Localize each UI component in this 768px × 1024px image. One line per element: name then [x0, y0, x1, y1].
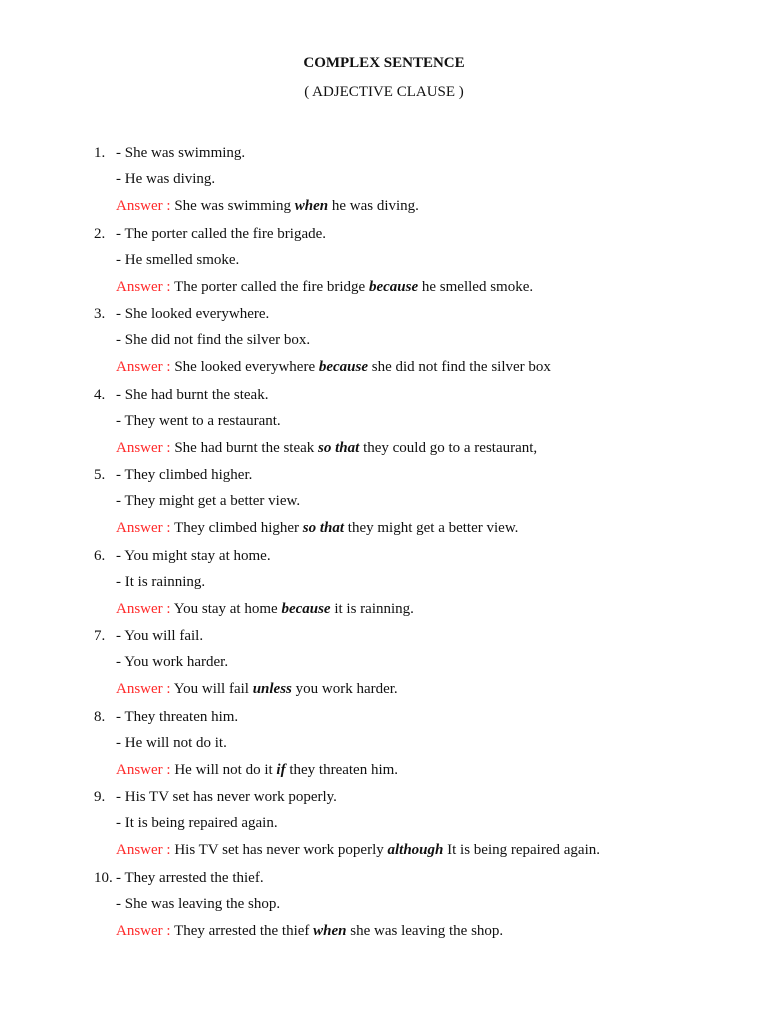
- answer-line: [116, 679, 398, 699]
- answer-label: Answer :: [116, 681, 171, 697]
- item-number: 6.: [94, 547, 106, 564]
- sentence-2: - It is rainning.: [116, 573, 206, 590]
- document-title: COMPLEX SENTENCE: [303, 55, 465, 71]
- answer-conjunction: because: [318, 359, 369, 375]
- answer-clause-sub: you work harder.: [295, 681, 398, 697]
- item-number: 2.: [94, 225, 106, 242]
- exercise-item: [0, 546, 768, 627]
- sentence-1: - They threaten him.: [116, 708, 239, 725]
- item-number: 3.: [94, 306, 106, 322]
- answer-clause-main: His TV set has never work poperly: [174, 842, 384, 858]
- item-number: 4.: [94, 386, 106, 403]
- answer-line: [116, 277, 533, 297]
- sentence-1: - She was swimming.: [116, 145, 246, 161]
- answer-clause-sub: he smelled smoke.: [421, 278, 534, 295]
- answer-label: Answer :: [116, 359, 171, 375]
- sentence-1: - The porter called the fire brigade.: [116, 225, 327, 242]
- answer-conjunction: although: [387, 842, 444, 858]
- exercise-item: [0, 304, 768, 385]
- exercise-item: [0, 224, 768, 305]
- answer-conjunction: so that: [302, 520, 345, 536]
- sentence-2: - She was leaving the shop.: [116, 895, 281, 912]
- item-number: 9.: [94, 789, 106, 805]
- sentence-2: - They might get a better view.: [116, 493, 301, 509]
- exercise-item: [0, 707, 768, 788]
- answer-label: Answer :: [116, 600, 171, 617]
- exercise-item: [0, 465, 768, 546]
- item-number: 8.: [94, 708, 106, 725]
- answer-conjunction: unless: [252, 681, 292, 697]
- answer-line: [116, 196, 419, 216]
- sentence-2: - You work harder.: [116, 654, 229, 670]
- document-subtitle: ( ADJECTIVE CLAUSE ): [304, 84, 464, 100]
- sentence-1: - They arrested the thief.: [116, 869, 264, 886]
- exercise-item: [0, 787, 768, 868]
- answer-clause-sub: they might get a better view.: [347, 520, 519, 536]
- answer-line: [116, 518, 518, 538]
- answer-clause-sub: they could go to a restaurant,: [363, 439, 538, 456]
- answer-line: [116, 760, 398, 780]
- answer-clause-main: You stay at home: [173, 600, 278, 617]
- answer-conjunction: when: [294, 198, 329, 214]
- exercise-item: [0, 868, 768, 949]
- answer-conjunction: so that: [318, 439, 360, 456]
- item-number: 7.: [94, 628, 106, 644]
- answer-label: Answer :: [116, 922, 171, 939]
- sentence-2: - She did not find the silver box.: [116, 332, 311, 348]
- item-number: 1.: [94, 145, 106, 161]
- answer-label: Answer :: [116, 520, 171, 536]
- sentence-2: - He was diving.: [116, 171, 216, 187]
- sentence-1: - She had burnt the steak.: [116, 386, 269, 403]
- exercise-item: [0, 143, 768, 224]
- sentence-1: - You might stay at home.: [116, 547, 271, 564]
- sentence-2: - He will not do it.: [116, 734, 227, 751]
- sentence-2: - He smelled smoke.: [116, 251, 240, 268]
- answer-line: [116, 438, 537, 458]
- sentence-1: - She looked everywhere.: [116, 306, 270, 322]
- exercise-item: [0, 385, 768, 466]
- answer-clause-sub: they threaten him.: [289, 761, 399, 778]
- answer-clause-main: He will not do it: [174, 761, 273, 778]
- answer-line: [116, 921, 503, 941]
- sentence-2: - It is being repaired again.: [116, 815, 278, 831]
- answer-clause-main: She had burnt the steak: [174, 439, 315, 456]
- answer-label: Answer :: [116, 761, 171, 778]
- answer-clause-sub: she did not find the silver box: [371, 359, 551, 375]
- answer-line: [116, 599, 414, 619]
- answer-clause-sub: it is rainning.: [334, 600, 414, 617]
- answer-clause-main: They arrested the thief: [174, 922, 310, 939]
- item-number: 10.: [94, 869, 113, 886]
- answer-clause-main: The porter called the fire bridge: [174, 278, 366, 295]
- answer-line: [116, 357, 551, 377]
- answer-label: Answer :: [116, 842, 171, 858]
- exercise-list: [0, 143, 768, 948]
- answer-conjunction: because: [281, 600, 331, 617]
- answer-clause-main: You will fail: [173, 681, 249, 697]
- sentence-1: - His TV set has never work poperly.: [116, 789, 337, 805]
- answer-line: [116, 840, 600, 860]
- answer-conjunction: if: [276, 761, 286, 778]
- answer-clause-sub: he was diving.: [331, 198, 419, 214]
- sentence-2: - They went to a restaurant.: [116, 412, 281, 429]
- sentence-1: - They climbed higher.: [116, 467, 253, 483]
- answer-label: Answer :: [116, 198, 171, 214]
- answer-conjunction: when: [313, 922, 347, 939]
- answer-clause-main: They climbed higher: [174, 520, 300, 536]
- answer-label: Answer :: [116, 278, 171, 295]
- answer-label: Answer :: [116, 439, 171, 456]
- answer-clause-sub: It is being repaired again.: [447, 842, 600, 858]
- answer-clause-main: She looked everywhere: [174, 359, 316, 375]
- answer-clause-sub: she was leaving the shop.: [350, 922, 504, 939]
- exercise-item: [0, 626, 768, 707]
- item-number: 5.: [94, 467, 106, 483]
- sentence-1: - You will fail.: [116, 628, 204, 644]
- answer-clause-main: She was swimming: [174, 198, 291, 214]
- answer-conjunction: because: [368, 278, 419, 295]
